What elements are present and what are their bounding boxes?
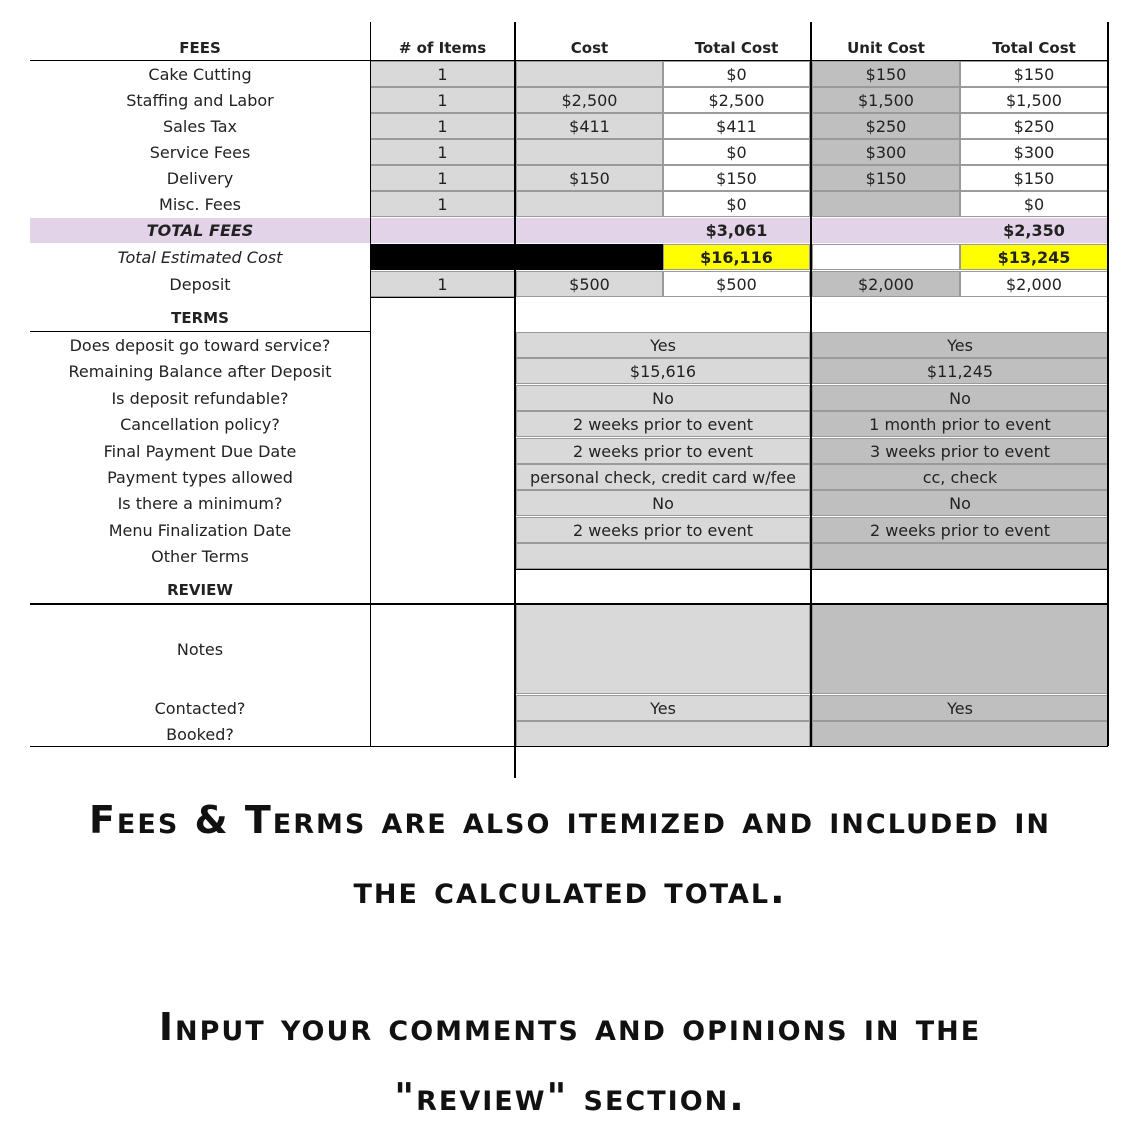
fee-total-b-cell: $250 (960, 113, 1108, 139)
fee-cost-cell[interactable]: $411 (516, 113, 663, 139)
contacted-label: Contacted? (154, 698, 246, 718)
deposit-label: Deposit (169, 274, 231, 294)
deposit-total-a-cell: $500 (663, 271, 810, 297)
term-value-b[interactable]: No (812, 385, 1108, 411)
total-cost-b-header: Total Cost (992, 38, 1076, 57)
fee-total-b-cell: $150 (960, 165, 1108, 191)
fee-items-cell[interactable]: 1 (370, 165, 515, 191)
deposit-items-cell[interactable]: 1 (370, 271, 515, 297)
fee-label: Sales Tax (162, 116, 238, 136)
fee-unit-cell[interactable]: $150 (812, 165, 960, 191)
term-label: Is deposit refundable? (111, 388, 289, 408)
fee-items-cell[interactable]: 1 (370, 113, 515, 139)
header-divider (30, 60, 1108, 61)
cost-header: Cost (570, 38, 609, 57)
notes-label: Notes (176, 639, 224, 659)
total-estimated-label: Total Estimated Cost (117, 247, 283, 267)
total-fees-unit-cell (812, 218, 960, 243)
deposit-cost-cell[interactable]: $500 (516, 271, 663, 297)
total-estimated-unit-cell (812, 244, 960, 270)
total-fees-items-cell (370, 218, 515, 243)
term-label: Payment types allowed (107, 467, 293, 487)
term-label: Menu Finalization Date (108, 520, 292, 540)
fee-unit-cell[interactable]: $300 (812, 139, 960, 165)
review-divider (30, 603, 1108, 605)
fee-items-cell[interactable]: 1 (370, 191, 515, 217)
term-value-a[interactable]: Yes (516, 332, 810, 358)
fee-total-b-cell: $1,500 (960, 87, 1108, 113)
caption-line-2: the calculated total. (353, 868, 787, 912)
term-label: Remaining Balance after Deposit (68, 361, 332, 381)
caption-line-4: "review" section. (394, 1075, 746, 1119)
fee-total-b-cell: $150 (960, 61, 1108, 87)
fee-total-a-cell: $0 (663, 191, 810, 217)
caption-line-3: Input your comments and opinions in the (158, 1005, 982, 1049)
term-value-a[interactable] (516, 543, 810, 569)
term-value-b[interactable] (812, 543, 1108, 569)
notes-field-b[interactable] (812, 604, 1108, 694)
booked-label: Booked? (166, 724, 234, 744)
fee-cost-cell[interactable] (516, 61, 663, 87)
term-value-a[interactable]: $15,616 (516, 358, 810, 384)
column-divider-vendor-b (810, 22, 812, 746)
fee-unit-cell[interactable]: $150 (812, 61, 960, 87)
total-estimated-items-cell (370, 244, 515, 270)
total-estimated-b: $13,245 (960, 244, 1108, 270)
booked-field-a[interactable] (516, 721, 810, 747)
term-value-b[interactable]: 1 month prior to event (812, 411, 1108, 437)
term-value-a[interactable]: No (516, 490, 810, 516)
fee-label: Misc. Fees (159, 194, 241, 214)
term-label: Is there a minimum? (117, 493, 283, 513)
term-label: Cancellation policy? (120, 414, 280, 434)
term-value-b[interactable]: 2 weeks prior to event (812, 517, 1108, 543)
fee-cost-cell[interactable] (516, 191, 663, 217)
unit-cost-header: Unit Cost (847, 38, 925, 57)
term-value-b[interactable]: cc, check (812, 464, 1108, 490)
fee-cost-cell[interactable] (516, 139, 663, 165)
term-label: Other Terms (151, 546, 249, 566)
fee-total-b-cell: $0 (960, 191, 1108, 217)
term-value-a[interactable]: personal check, credit card w/fee (516, 464, 810, 490)
deposit-items-bottom-border (370, 297, 515, 298)
fee-total-a-cell: $150 (663, 165, 810, 191)
caption-line-1: Fees & Terms are also itemized and included in (88, 798, 1052, 842)
column-divider-items (370, 22, 371, 746)
term-value-a[interactable]: 2 weeks prior to event (516, 517, 810, 543)
fee-total-b-cell: $300 (960, 139, 1108, 165)
review-header: REVIEW (167, 581, 233, 599)
fee-label: Cake Cutting (148, 64, 252, 84)
term-label: Does deposit go toward service? (69, 335, 331, 355)
notes-field-a[interactable] (516, 604, 810, 694)
column-divider-vendor-a (514, 22, 516, 778)
term-value-a[interactable]: 2 weeks prior to event (516, 411, 810, 437)
total-cost-a-header: Total Cost (694, 38, 779, 57)
terms-divider (30, 331, 370, 332)
term-label: Final Payment Due Date (103, 441, 297, 461)
total-estimated-a: $16,116 (663, 244, 810, 270)
fees-header: FEES (179, 38, 221, 57)
column-divider-right (1107, 22, 1109, 746)
total-estimated-cost-cell (516, 244, 663, 270)
fee-unit-cell[interactable]: $1,500 (812, 87, 960, 113)
fee-items-cell[interactable]: 1 (370, 87, 515, 113)
contacted-field-a[interactable]: Yes (516, 695, 810, 721)
fee-unit-cell[interactable]: $250 (812, 113, 960, 139)
fee-label: Delivery (166, 168, 234, 188)
fee-total-a-cell: $0 (663, 61, 810, 87)
total-fees-cost-cell (516, 218, 663, 243)
term-value-b[interactable]: Yes (812, 332, 1108, 358)
fee-label: Staffing and Labor (126, 90, 274, 110)
table-bottom-border (30, 746, 1108, 747)
fee-cost-cell[interactable]: $2,500 (516, 87, 663, 113)
term-value-b[interactable]: 3 weeks prior to event (812, 438, 1108, 464)
fee-label: Service Fees (149, 142, 251, 162)
deposit-total-b-cell: $2,000 (960, 271, 1108, 297)
total-fees-total-b: $2,350 (960, 218, 1108, 243)
term-value-b[interactable]: No (812, 490, 1108, 516)
term-value-b[interactable]: $11,245 (812, 358, 1108, 384)
fee-cost-cell[interactable]: $150 (516, 165, 663, 191)
fee-total-a-cell: $2,500 (663, 87, 810, 113)
contacted-field-b[interactable]: Yes (812, 695, 1108, 721)
deposit-unit-cell[interactable]: $2,000 (812, 271, 960, 297)
total-fees-label: TOTAL FEES (30, 218, 370, 243)
total-fees-total-a: $3,061 (663, 218, 810, 243)
num-items-header: # of Items (398, 38, 487, 57)
term-value-a[interactable]: 2 weeks prior to event (516, 438, 810, 464)
fee-items-cell[interactable]: 1 (370, 139, 515, 165)
terms-header: TERMS (171, 309, 229, 327)
terms-bottom-border (516, 569, 1108, 570)
fee-total-a-cell: $0 (663, 139, 810, 165)
fee-total-a-cell: $411 (663, 113, 810, 139)
booked-field-b[interactable] (812, 721, 1108, 747)
fee-unit-cell[interactable] (812, 191, 960, 217)
term-value-a[interactable]: No (516, 385, 810, 411)
fee-items-cell[interactable]: 1 (370, 61, 515, 87)
